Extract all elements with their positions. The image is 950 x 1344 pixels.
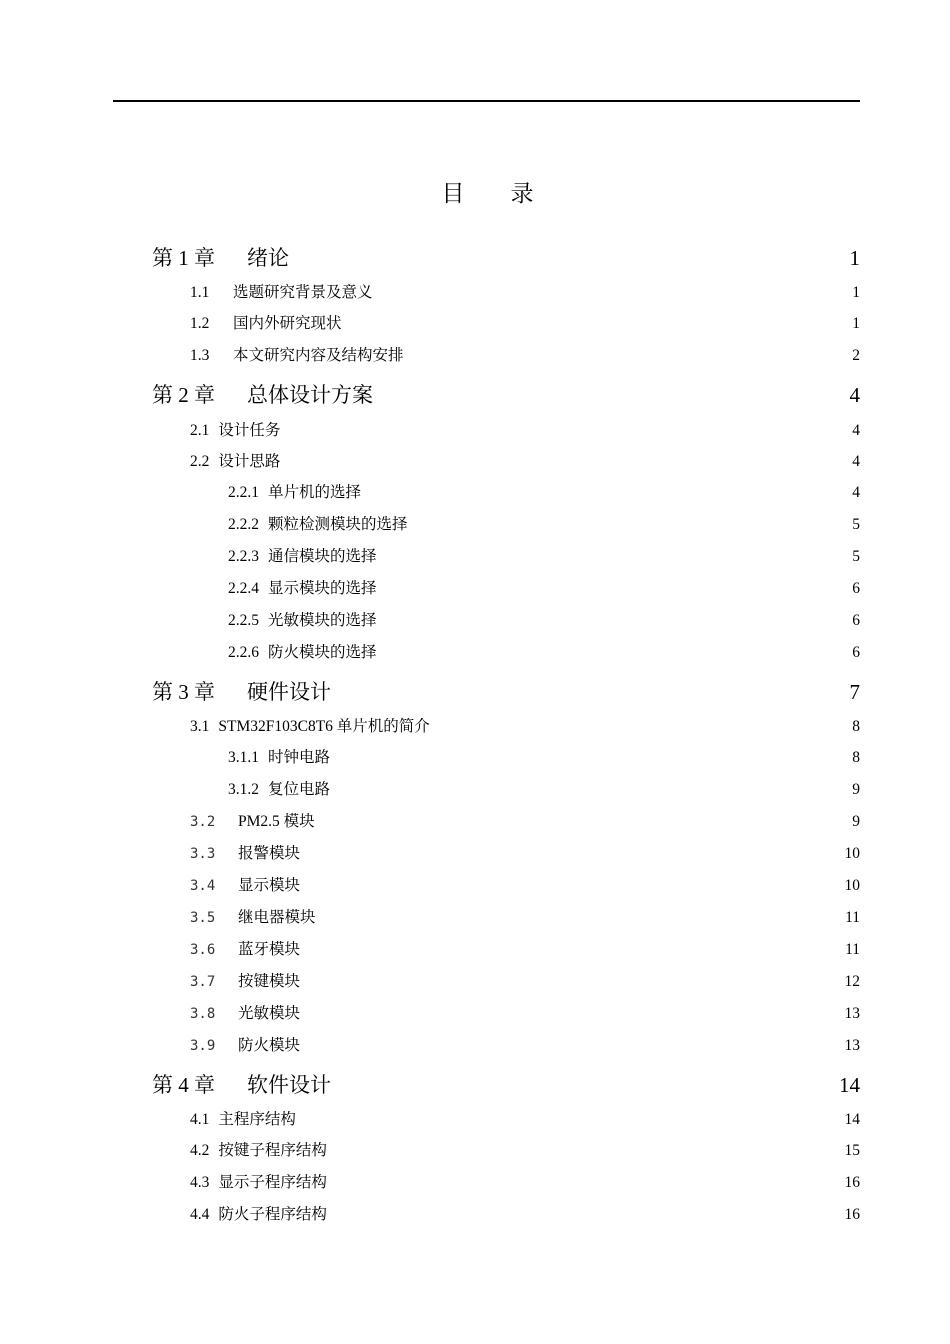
toc-entry-number: 3.3 — [190, 846, 216, 862]
toc-entry-label: 按键模块 — [238, 973, 301, 990]
toc-entry-number: 第 1 章 — [152, 246, 215, 270]
toc-entry-page: 13 — [844, 1037, 860, 1054]
toc-entry-label: 光敏模块 — [238, 1005, 301, 1022]
toc-entry-page: 4 — [852, 453, 860, 470]
toc-entry-number: 2.2.3 — [228, 548, 259, 565]
toc-entry-label: PM2.5 模块 — [238, 813, 315, 830]
toc-entry-number: 第 2 章 — [152, 383, 215, 407]
toc-entry-number: 1.1 — [190, 284, 210, 301]
toc-entry-page: 16 — [844, 1174, 860, 1191]
toc-entry-number: 3.7 — [190, 974, 216, 990]
toc-entry-number: 4.4 — [190, 1206, 210, 1223]
toc-entry-number: 2.2 — [190, 453, 210, 470]
toc-entry-3-4[interactable] — [190, 875, 860, 897]
toc-entry-number: 2.2.6 — [228, 644, 259, 661]
toc-entry-number: 4.3 — [190, 1174, 210, 1191]
toc-entry-page: 4 — [849, 383, 860, 407]
toc-entry-number: 3.1 — [190, 718, 210, 735]
toc-entry-label: 设计任务 — [218, 422, 281, 439]
toc-entry-2-2-5[interactable] — [228, 610, 860, 632]
toc-entry-number: 1.2 — [190, 315, 210, 332]
toc-entry-label: 报警模块 — [238, 845, 301, 862]
toc-entry-number: 2.2.5 — [228, 612, 259, 629]
toc-entry-page: 10 — [844, 877, 860, 894]
toc-entry-2-2-6[interactable] — [228, 642, 860, 664]
toc-entry-page: 13 — [844, 1005, 860, 1022]
toc-entry-page: 11 — [845, 941, 860, 958]
toc-entry-2-2[interactable] — [190, 451, 860, 473]
toc-entry-label: 国内外研究现状 — [233, 315, 342, 332]
toc-entry-label: STM32F103C8T6 单片机的简介 — [218, 718, 430, 735]
toc-entry-page: 6 — [852, 580, 860, 597]
toc-entry-label: 防火模块的选择 — [268, 644, 377, 661]
toc-entry-number: 3.1.2 — [228, 781, 259, 798]
toc-entry-number: 4.2 — [190, 1142, 210, 1159]
toc-entry-1-2[interactable] — [190, 313, 860, 335]
toc-entry-page: 15 — [844, 1142, 860, 1159]
toc-entry-1-1[interactable] — [190, 282, 860, 304]
toc-entry-3-1-2[interactable] — [228, 779, 860, 801]
toc-entry-label: 颗粒检测模块的选择 — [268, 516, 408, 533]
toc-entry-label: 显示子程序结构 — [218, 1174, 327, 1191]
toc-entry-number: 第 4 章 — [152, 1073, 215, 1097]
toc-entry-page: 1 — [852, 284, 860, 301]
toc-entry-page: 6 — [852, 644, 860, 661]
toc-entry-label: 设计思路 — [218, 453, 281, 470]
toc-entry-page: 14 — [844, 1111, 860, 1128]
toc-entry-2-2-2[interactable] — [228, 514, 860, 536]
toc-entry-label: 光敏模块的选择 — [268, 612, 377, 629]
toc-entry-label: 主程序结构 — [218, 1111, 296, 1128]
toc-entry-number: 3.1.1 — [228, 749, 259, 766]
toc-entry-number: 第 3 章 — [152, 680, 215, 704]
toc-entry-label: 硬件设计 — [247, 680, 331, 704]
toc-entry-page: 5 — [852, 548, 860, 565]
toc-entry-number: 3.4 — [190, 878, 216, 894]
toc-entry-page: 16 — [844, 1206, 860, 1223]
toc-entry-label: 通信模块的选择 — [268, 548, 377, 565]
toc-entry-page: 8 — [852, 749, 860, 766]
toc-entry-chapter-1[interactable] — [152, 245, 860, 271]
toc-entry-chapter-4[interactable] — [152, 1072, 860, 1098]
toc-entry-label: 显示模块的选择 — [268, 580, 377, 597]
toc-entry-3-8[interactable] — [190, 1003, 860, 1025]
toc-entry-label: 单片机的选择 — [268, 484, 362, 501]
toc-entry-label: 复位电路 — [268, 781, 331, 798]
toc-entry-page: 4 — [852, 422, 860, 439]
toc-entry-page: 2 — [852, 347, 860, 364]
toc-entry-label: 选题研究背景及意义 — [233, 284, 373, 301]
toc-entry-3-9[interactable] — [190, 1035, 860, 1057]
toc-entry-2-1[interactable] — [190, 420, 860, 442]
toc-entry-page: 1 — [849, 246, 860, 270]
toc-entry-3-7[interactable] — [190, 971, 860, 993]
toc-entry-number: 2.2.2 — [228, 516, 259, 533]
toc-entry-label: 继电器模块 — [238, 909, 316, 926]
toc-entry-number: 3.2 — [190, 814, 216, 830]
toc-entry-number: 3.6 — [190, 942, 216, 958]
toc-entry-label: 总体设计方案 — [247, 383, 373, 407]
toc-entry-number: 2.2.4 — [228, 580, 259, 597]
toc-entry-3-3[interactable] — [190, 843, 860, 865]
toc-entry-label: 软件设计 — [247, 1073, 331, 1097]
toc-entry-3-1-1[interactable] — [228, 747, 860, 769]
toc-entry-label: 蓝牙模块 — [238, 941, 301, 958]
toc-entry-3-6[interactable] — [190, 939, 860, 961]
toc-entry-label: 时钟电路 — [268, 749, 331, 766]
toc-entry-1-3[interactable] — [190, 345, 860, 367]
toc-entry-page: 12 — [844, 973, 860, 990]
toc-entry-2-2-4[interactable] — [228, 578, 860, 600]
toc-entry-page: 10 — [844, 845, 860, 862]
toc-entry-4-1[interactable] — [190, 1109, 860, 1131]
toc-entry-number: 3.9 — [190, 1038, 216, 1054]
toc-entry-4-2[interactable] — [190, 1140, 860, 1162]
toc-entry-number: 2.1 — [190, 422, 210, 439]
toc-entry-number: 3.8 — [190, 1006, 216, 1022]
toc-entry-3-2[interactable] — [190, 811, 860, 833]
toc-entry-page: 9 — [852, 781, 860, 798]
toc-entry-2-2-3[interactable] — [228, 546, 860, 568]
toc-entry-label: 绪论 — [247, 246, 289, 270]
toc-entry-number: 1.3 — [190, 347, 210, 364]
toc-entry-page: 1 — [852, 315, 860, 332]
toc-entry-label: 显示模块 — [238, 877, 301, 894]
toc-entry-page: 7 — [849, 680, 860, 704]
toc-entry-label: 按键子程序结构 — [218, 1142, 327, 1159]
toc-entry-page: 6 — [852, 612, 860, 629]
toc-title: 目 录 — [441, 181, 534, 206]
toc-entry-chapter-2[interactable] — [152, 382, 860, 408]
toc-entry-label: 防火模块 — [238, 1037, 301, 1054]
toc-entry-number: 2.2.1 — [228, 484, 259, 501]
toc-entry-chapter-3[interactable] — [152, 679, 860, 705]
toc-entry-page: 9 — [852, 813, 860, 830]
toc-entry-label: 本文研究内容及结构安排 — [233, 347, 404, 364]
toc-entry-page: 4 — [852, 484, 860, 501]
toc-entry-4-3[interactable] — [190, 1172, 860, 1194]
toc-entry-page: 8 — [852, 718, 860, 735]
toc-entry-page: 5 — [852, 516, 860, 533]
toc-entry-3-5[interactable] — [190, 907, 860, 929]
toc-entry-page: 11 — [845, 909, 860, 926]
toc-entry-page: 14 — [839, 1073, 860, 1097]
toc-entry-3-1[interactable] — [190, 716, 860, 738]
toc-entry-number: 4.1 — [190, 1111, 210, 1128]
toc-entry-label: 防火子程序结构 — [218, 1206, 327, 1223]
toc-entry-2-2-1[interactable] — [228, 482, 860, 504]
toc-entry-number: 3.5 — [190, 910, 216, 926]
toc-entry-4-4[interactable] — [190, 1204, 860, 1226]
